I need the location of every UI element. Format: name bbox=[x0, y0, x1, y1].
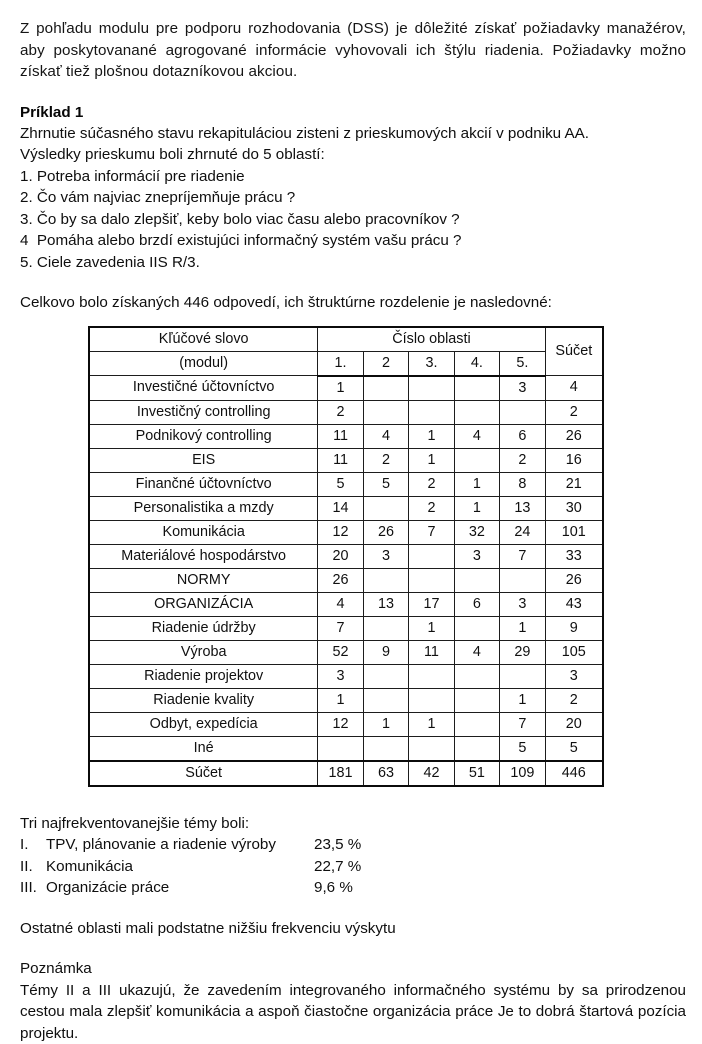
table-row bbox=[89, 616, 603, 640]
row-area-value: 17 bbox=[409, 592, 454, 616]
row-label: Materiálové hospodárstvo bbox=[89, 544, 318, 568]
row-sum: 33 bbox=[545, 544, 603, 568]
row-label: Komunikácia bbox=[89, 520, 318, 544]
row-label: Riadenie projektov bbox=[89, 664, 318, 688]
row-area-value: 6 bbox=[500, 424, 545, 448]
row-area-value: 1 bbox=[409, 616, 454, 640]
survey-question-item: 4 Pomáha alebo brzdí existujúci informačný systém vašu prácu ? bbox=[20, 230, 686, 252]
example-line-1: Zhrnutie súčasného stavu rekapituláciou zisteni z prieskumových akcií v podniku AA. bbox=[20, 123, 686, 145]
row-area-value: 7 bbox=[409, 520, 454, 544]
header-area-1: 1. bbox=[318, 351, 363, 376]
row-area-value: 26 bbox=[363, 520, 408, 544]
row-area-value: 1 bbox=[409, 448, 454, 472]
row-sum: 43 bbox=[545, 592, 603, 616]
survey-question-item: 1. Potreba informácií pre riadenie bbox=[20, 166, 686, 188]
row-area-value: 3 bbox=[454, 544, 499, 568]
row-area-value: 1 bbox=[500, 616, 545, 640]
row-area-value: 12 bbox=[318, 520, 363, 544]
row-label: Výroba bbox=[89, 640, 318, 664]
row-sum: 2 bbox=[545, 688, 603, 712]
table-row bbox=[89, 664, 603, 688]
top-themes-list bbox=[20, 834, 686, 899]
table-body bbox=[89, 376, 603, 786]
row-area-value: 11 bbox=[409, 640, 454, 664]
row-label: Investičné účtovníctvo bbox=[89, 376, 318, 401]
row-area-value bbox=[409, 544, 454, 568]
row-area-value: 14 bbox=[318, 496, 363, 520]
theme-number: I. bbox=[20, 834, 46, 856]
row-area-value: 5 bbox=[500, 736, 545, 761]
row-area-value: 4 bbox=[454, 640, 499, 664]
row-area-value: 29 bbox=[500, 640, 545, 664]
row-area-value: 2 bbox=[409, 496, 454, 520]
row-area-value: 1 bbox=[454, 472, 499, 496]
theme-label: TPV, plánovanie a riadenie výroby bbox=[46, 834, 314, 856]
theme-percentage: 9,6 % bbox=[314, 877, 353, 899]
row-area-value: 1 bbox=[318, 688, 363, 712]
row-area-value bbox=[363, 616, 408, 640]
row-area-value bbox=[363, 664, 408, 688]
row-label: Odbyt, expedícia bbox=[89, 712, 318, 736]
row-area-value: 4 bbox=[318, 592, 363, 616]
row-label: NORMY bbox=[89, 568, 318, 592]
row-area-value: 1 bbox=[409, 712, 454, 736]
themes-footnote: Ostatné oblasti mali podstatne nižšiu frekvenciu výskytu bbox=[20, 918, 686, 940]
row-area-value: 20 bbox=[318, 544, 363, 568]
row-sum: 20 bbox=[545, 712, 603, 736]
row-area-value: 9 bbox=[363, 640, 408, 664]
header-area-5: 5. bbox=[500, 351, 545, 376]
theme-number: III. bbox=[20, 877, 46, 899]
table-row bbox=[89, 688, 603, 712]
theme-item bbox=[20, 856, 686, 878]
row-area-value: 3 bbox=[500, 592, 545, 616]
table-row bbox=[89, 376, 603, 401]
row-sum: 26 bbox=[545, 568, 603, 592]
table-row bbox=[89, 568, 603, 592]
theme-label: Komunikácia bbox=[46, 856, 314, 878]
survey-question-item: 3. Čo by sa dalo zlepšiť, keby bolo viac času alebo pracovníkov ? bbox=[20, 209, 686, 231]
survey-question-item: 2. Čo vám najviac znepríjemňuje prácu ? bbox=[20, 187, 686, 209]
row-area-value bbox=[363, 400, 408, 424]
row-sum: 26 bbox=[545, 424, 603, 448]
row-area-value: 1 bbox=[454, 496, 499, 520]
header-area-4: 4. bbox=[454, 351, 499, 376]
row-area-value: 2 bbox=[409, 472, 454, 496]
total-area-value: 63 bbox=[363, 761, 408, 786]
survey-results-table bbox=[88, 326, 604, 787]
row-area-value bbox=[409, 568, 454, 592]
table-header-row-sub bbox=[89, 351, 603, 376]
row-area-value bbox=[454, 688, 499, 712]
row-sum: 101 bbox=[545, 520, 603, 544]
row-area-value: 32 bbox=[454, 520, 499, 544]
row-area-value: 11 bbox=[318, 448, 363, 472]
table-row bbox=[89, 520, 603, 544]
spacer bbox=[20, 899, 686, 918]
row-area-value: 4 bbox=[363, 424, 408, 448]
table-row bbox=[89, 544, 603, 568]
row-area-value: 7 bbox=[500, 712, 545, 736]
table-total-row bbox=[89, 761, 603, 786]
table-header-row-top bbox=[89, 327, 603, 352]
row-area-value bbox=[454, 664, 499, 688]
theme-percentage: 22,7 % bbox=[314, 856, 361, 878]
row-label: EIS bbox=[89, 448, 318, 472]
theme-label: Organizácie práce bbox=[46, 877, 314, 899]
total-area-value: 42 bbox=[409, 761, 454, 786]
row-area-value bbox=[500, 664, 545, 688]
theme-item bbox=[20, 834, 686, 856]
row-area-value: 11 bbox=[318, 424, 363, 448]
row-label: Riadenie údržby bbox=[89, 616, 318, 640]
row-area-value bbox=[409, 376, 454, 401]
row-area-value bbox=[363, 568, 408, 592]
row-area-value bbox=[363, 376, 408, 401]
row-area-value: 5 bbox=[318, 472, 363, 496]
table-row bbox=[89, 424, 603, 448]
table-head bbox=[89, 327, 603, 376]
row-area-value bbox=[454, 568, 499, 592]
row-sum: 21 bbox=[545, 472, 603, 496]
note-heading: Poznámka bbox=[20, 958, 686, 980]
table-row bbox=[89, 400, 603, 424]
survey-question-item: 5. Ciele zavedenia IIS R/3. bbox=[20, 252, 686, 274]
survey-question-list bbox=[20, 166, 686, 274]
row-area-value: 1 bbox=[318, 376, 363, 401]
row-area-value: 24 bbox=[500, 520, 545, 544]
row-area-value: 13 bbox=[500, 496, 545, 520]
row-sum: 2 bbox=[545, 400, 603, 424]
row-label: Finančné účtovníctvo bbox=[89, 472, 318, 496]
row-area-value: 1 bbox=[409, 424, 454, 448]
row-area-value: 26 bbox=[318, 568, 363, 592]
row-area-value: 52 bbox=[318, 640, 363, 664]
row-area-value: 7 bbox=[500, 544, 545, 568]
header-areas-group: Číslo oblasti bbox=[318, 327, 545, 352]
header-sum: Súčet bbox=[545, 327, 603, 376]
row-area-value bbox=[363, 688, 408, 712]
note-body: Témy II a III ukazujú, že zavedením integrovaného informačného systému by sa prirodzenou cestou mala zlepšiť komunikácia a aspoň čiastočne organizácia práce Je to dobrá štartová pozícia projektu. bbox=[20, 980, 686, 1044]
row-area-value bbox=[454, 736, 499, 761]
row-label: ORGANIZÁCIA bbox=[89, 592, 318, 616]
row-area-value: 7 bbox=[318, 616, 363, 640]
row-area-value bbox=[454, 712, 499, 736]
row-label: Riadenie kvality bbox=[89, 688, 318, 712]
row-area-value bbox=[409, 664, 454, 688]
row-area-value bbox=[454, 376, 499, 401]
row-area-value: 3 bbox=[318, 664, 363, 688]
row-area-value: 2 bbox=[500, 448, 545, 472]
theme-number: II. bbox=[20, 856, 46, 878]
row-sum: 4 bbox=[545, 376, 603, 401]
total-label: Súčet bbox=[89, 761, 318, 786]
row-area-value bbox=[500, 568, 545, 592]
row-sum: 5 bbox=[545, 736, 603, 761]
row-area-value bbox=[409, 736, 454, 761]
row-area-value: 1 bbox=[363, 712, 408, 736]
row-area-value: 1 bbox=[500, 688, 545, 712]
row-area-value: 8 bbox=[500, 472, 545, 496]
row-area-value: 6 bbox=[454, 592, 499, 616]
row-area-value: 12 bbox=[318, 712, 363, 736]
row-area-value bbox=[409, 688, 454, 712]
table-row bbox=[89, 712, 603, 736]
themes-intro: Tri najfrekventovanejšie témy boli: bbox=[20, 813, 686, 835]
header-keyword-line2: (modul) bbox=[89, 351, 318, 376]
row-area-value bbox=[363, 496, 408, 520]
header-area-3: 3. bbox=[409, 351, 454, 376]
spacer bbox=[20, 273, 686, 292]
spacer bbox=[20, 83, 686, 102]
row-area-value: 2 bbox=[318, 400, 363, 424]
responses-total-line: Celkovo bolo získaných 446 odpovedí, ich štruktúrne rozdelenie je nasledovné: bbox=[20, 292, 686, 314]
total-area-value: 181 bbox=[318, 761, 363, 786]
example-heading: Príklad 1 bbox=[20, 102, 686, 123]
survey-table-wrapper bbox=[88, 326, 604, 787]
row-area-value: 13 bbox=[363, 592, 408, 616]
header-area-2: 2 bbox=[363, 351, 408, 376]
example-line-2: Výsledky prieskumu boli zhrnuté do 5 oblastí: bbox=[20, 144, 686, 166]
row-sum: 3 bbox=[545, 664, 603, 688]
table-row bbox=[89, 472, 603, 496]
row-area-value bbox=[500, 400, 545, 424]
row-area-value bbox=[409, 400, 454, 424]
theme-item bbox=[20, 877, 686, 899]
table-row bbox=[89, 640, 603, 664]
header-keyword-line1: Kľúčové slovo bbox=[89, 327, 318, 352]
row-sum: 30 bbox=[545, 496, 603, 520]
row-area-value bbox=[454, 616, 499, 640]
table-row bbox=[89, 496, 603, 520]
theme-percentage: 23,5 % bbox=[314, 834, 361, 856]
total-area-value: 109 bbox=[500, 761, 545, 786]
spacer bbox=[20, 939, 686, 958]
row-label: Podnikový controlling bbox=[89, 424, 318, 448]
row-area-value: 2 bbox=[363, 448, 408, 472]
row-area-value: 3 bbox=[363, 544, 408, 568]
row-area-value: 3 bbox=[500, 376, 545, 401]
row-sum: 16 bbox=[545, 448, 603, 472]
row-area-value bbox=[454, 448, 499, 472]
total-sum: 446 bbox=[545, 761, 603, 786]
row-area-value: 4 bbox=[454, 424, 499, 448]
row-area-value bbox=[363, 736, 408, 761]
spacer bbox=[20, 787, 686, 813]
total-area-value: 51 bbox=[454, 761, 499, 786]
row-area-value bbox=[454, 400, 499, 424]
row-label: Iné bbox=[89, 736, 318, 761]
table-row bbox=[89, 448, 603, 472]
row-area-value bbox=[318, 736, 363, 761]
table-row bbox=[89, 736, 603, 761]
row-label: Personalistika a mzdy bbox=[89, 496, 318, 520]
row-sum: 9 bbox=[545, 616, 603, 640]
intro-paragraph: Z pohľadu modulu pre podporu rozhodovania (DSS) je dôležité získať požiadavky manažérov, aby poskytovanané agrogované informácie vyhovovali ich štýlu riadenia. Požiadavky možno získať tiež plošnou dotazníkovou akciou. bbox=[20, 18, 686, 83]
row-sum: 105 bbox=[545, 640, 603, 664]
table-row bbox=[89, 592, 603, 616]
row-label: Investičný controlling bbox=[89, 400, 318, 424]
row-area-value: 5 bbox=[363, 472, 408, 496]
